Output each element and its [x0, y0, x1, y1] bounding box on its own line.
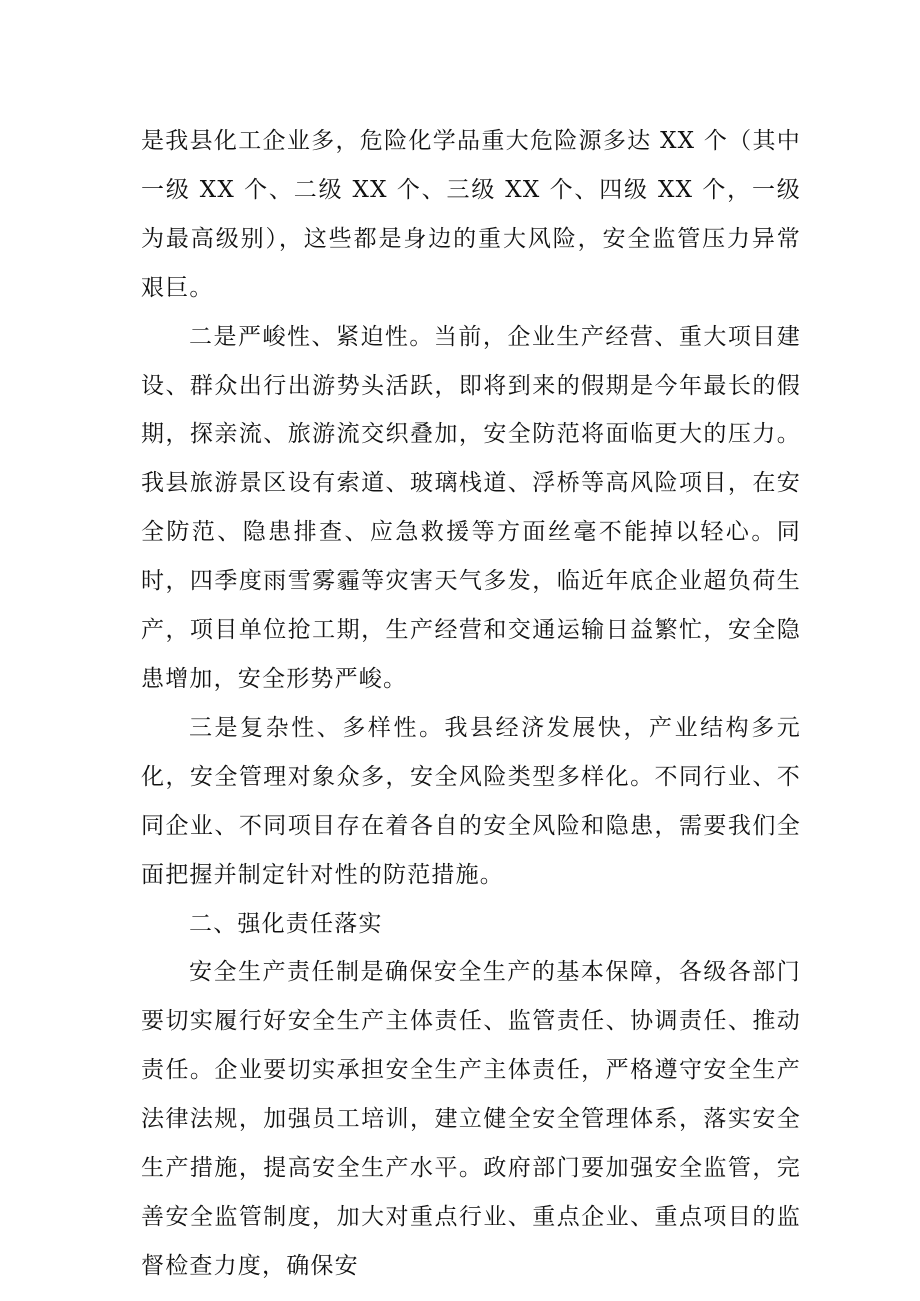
paragraph-severity-urgency: 二是严峻性、紧迫性。当前，企业生产经营、重大项目建设、群众出行出游势头活跃，即将到来的假期是今年最长的假期，探亲流、旅游流交织叠加，安全防范将面临更大的压力。我县旅游景区设有索道、玻璃栈道、浮桥等高风险项目，在安全防范、隐患排查、应急救援等方面丝毫不能掉以轻心。同时，四季度雨雪雾霾等灾害天气多发，临近年底企业超负荷生产，项目单位抢工期，生产经营和交通运输日益繁忙，安全隐患增加，安全形势严峻。 [141, 323, 801, 692]
section-heading-responsibility: 二、强化责任落实 [189, 910, 383, 937]
document-body [141, 117, 801, 1291]
paragraph-continuation: 是我县化工企业多，危险化学品重大危险源多达 XX 个（其中一级 XX 个、二级 XX 个、三级 XX 个、四级 XX 个，一级为最高级别），这些都是身边的重大风险，安全监管压力异常艰巨。 [141, 128, 801, 301]
paragraph-responsibility-system: 安全生产责任制是确保安全生产的基本保障，各级各部门要切实履行好安全生产主体责任、监管责任、协调责任、推动责任。企业要切实承担安全生产主体责任，严格遵守安全生产法律法规，加强员工培训，建立健全安全管理体系，落实安全生产措施，提高安全生产水平。政府部门要加强安全监管，完善安全监管制度，加大对重点行业、重点企业、重点项目的监督检查力度，确保安 [141, 959, 801, 1279]
paragraph-complexity-diversity: 三是复杂性、多样性。我县经济发展快，产业结构多元化，安全管理对象众多，安全风险类型多样化。不同行业、不同企业、不同项目存在着各自的安全风险和隐患，需要我们全面把握并制定针对性的防范措施。 [141, 714, 801, 888]
